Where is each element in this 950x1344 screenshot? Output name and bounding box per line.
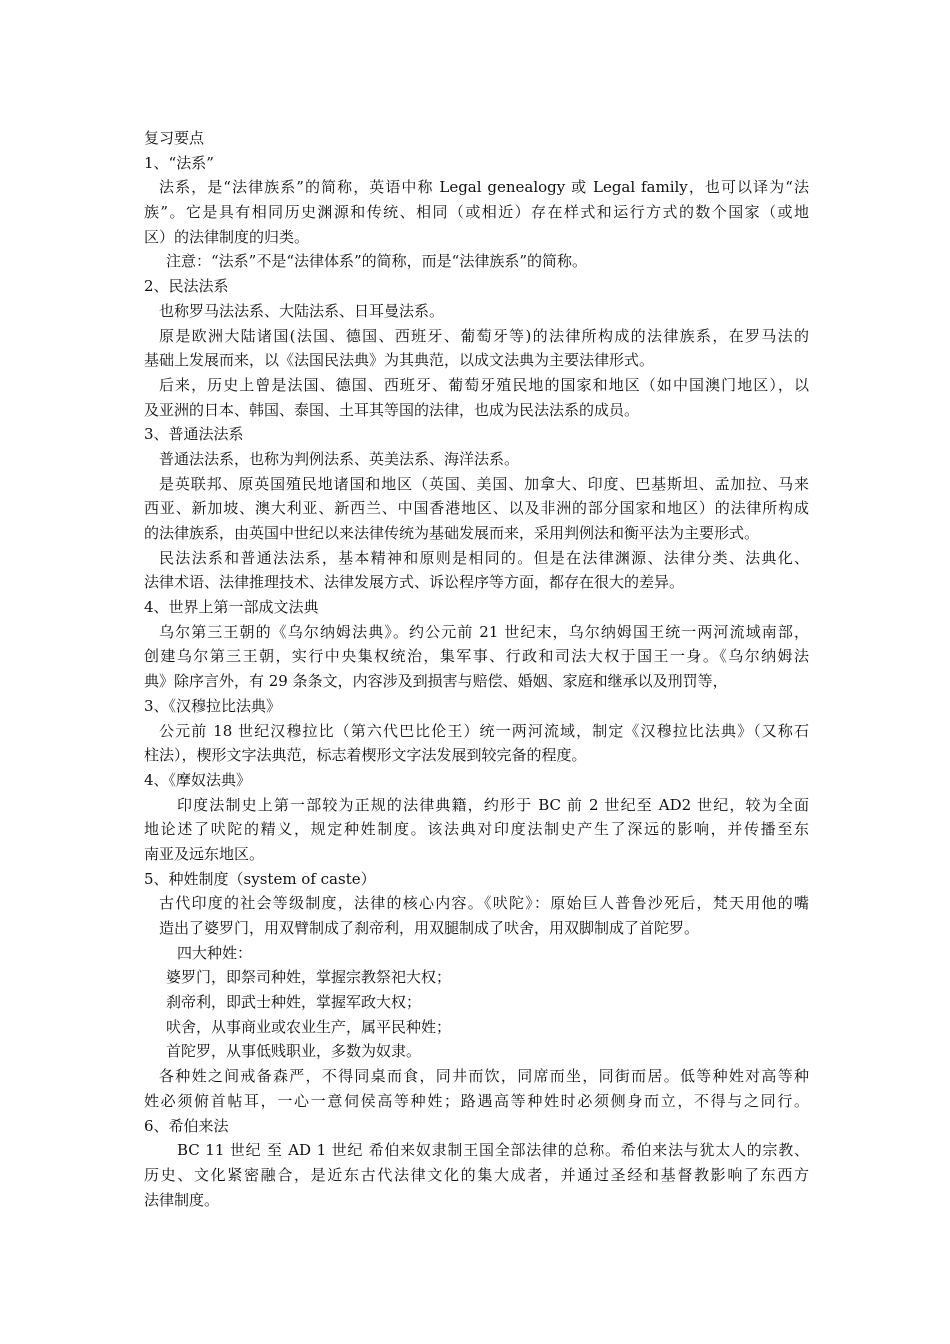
- paragraph-line: 历史、文化紧密融合，是近东古代法律文化的集大成者，并通过圣经和基督教影响了东西方: [144, 1165, 809, 1184]
- paragraph-line: 姓必须俯首帖耳，一心一意伺侯高等种姓；路遇高等种姓时必须侧身而立，不得与之同行。: [144, 1091, 809, 1110]
- caste-list-heading: 四大种姓：: [177, 943, 253, 962]
- caste-list-item: 吠舍，从事商业或农业生产，属平民种姓；: [166, 1017, 452, 1036]
- section-heading: 4、《摩奴法典》: [144, 770, 252, 789]
- paragraph-line: 后来，历史上曾是法国、德国、西班牙、葡萄牙殖民地的国家和地区（如中国澳门地区），以: [159, 375, 809, 394]
- paragraph-line: 乌尔第三王朝的《乌尔纳姆法典》。约公元前 21 世纪末，乌尔纳姆国王统一两河流域南部，: [159, 622, 809, 641]
- paragraph-line: 及亚洲的日本、韩国、泰国、土耳其等国的法律，也成为民法法系的成员。: [144, 400, 640, 419]
- paragraph-line: 各种姓之间戒备森严，不得同桌而食，同井而饮，同席而坐，同街而居。低等种姓对高等种: [159, 1067, 809, 1086]
- paragraph-line: 造出了婆罗门，用双臂制成了刹帝利，用双腿制成了吠舍，用双脚制成了首陀罗。: [159, 919, 700, 937]
- section-heading: 4、世界上第一部成文法典: [144, 598, 319, 617]
- paragraph-line: 公元前 18 世纪汉穆拉比（第六代巴比伦王）统一两河流域，制定《汉穆拉比法典》（又称石: [159, 721, 809, 740]
- paragraph-line: 南亚及远东地区。: [144, 844, 265, 863]
- caste-list-item: 首陀罗，从事低贱职业，多数为奴隶。: [166, 1042, 422, 1061]
- section-heading: 1、“法系”: [144, 153, 214, 172]
- paragraph-line: 区）的法律制度的归类。: [144, 227, 310, 246]
- paragraph-line: 民法法系和普通法法系，基本精神和原则是相同的。但是在法律渊源、法律分类、法典化、: [159, 548, 809, 567]
- paragraph-line: 典》除序言外，有 29 条条文，内容涉及到损害与赔偿、婚姻、家庭和继承以及刑罚等，: [144, 672, 728, 691]
- paragraph-line: 族”。它是具有相同历史渊源和传统、相同（或相近）存在样式和运行方式的数个国家（或地: [144, 203, 809, 222]
- paragraph-line: 注意：“法系”不是“法律体系”的简称，而是“法律族系”的简称。: [166, 252, 588, 271]
- paragraph-line: 西亚、新加坡、澳大利亚、新西兰、中国香港地区、以及非洲的部分国家和地区）的法律所构成: [144, 499, 809, 518]
- paragraph-line: 地论述了吠陀的精义，规定种姓制度。该法典对印度法制史产生了深远的影响，并传播至东: [144, 820, 809, 839]
- paragraph-line: 的法律族系，由英国中世纪以来法律传统为基础发展而来，采用判例法和衡平法为主要形式。: [144, 524, 760, 542]
- paragraph-line: 古代印度的社会等级制度，法律的核心内容。《吠陀》：原始巨人普鲁沙死后，梵天用他的嘴: [159, 894, 809, 913]
- paragraph-line: 柱法），楔形文字法典范，标志着楔形文字法发展到较完备的程度。: [144, 746, 587, 765]
- paragraph-line: 基础上发展而来，以《法国民法典》为其典范，以成文法典为主要法律形式。: [144, 351, 655, 370]
- section-heading: 5、种姓制度（system of caste）: [144, 869, 376, 888]
- paragraph-line: 印度法制史上第一部较为正规的法律典籍，约形于 BC 前 2 世纪至 AD2 世纪，较为全面: [177, 795, 809, 814]
- paragraph-line: 法系，是“法律族系”的简称，英语中称 Legal genealogy 或 Legal family，也可以译为“法: [159, 178, 809, 197]
- doc-title: 复习要点: [144, 129, 205, 147]
- section-heading: 3、《汉穆拉比法典》: [144, 696, 282, 715]
- paragraph-line: 法律制度。: [144, 1190, 220, 1209]
- paragraph-line: 是英联邦、原英国殖民地诸国和地区（英国、美国、加拿大、印度、巴基斯坦、孟加拉、马来: [159, 474, 809, 493]
- paragraph-line: 普通法法系，也称为判例法系、英美法系、海洋法系。: [159, 449, 520, 468]
- section-heading: 2、民法法系: [144, 277, 229, 296]
- paragraph-line: BC 11 世纪 至 AD 1 世纪 希伯来奴隶制王国全部法律的总称。希伯来法与犹太人的宗教、: [177, 1141, 809, 1160]
- document-body: [144, 126, 809, 1212]
- caste-list-item: 刹帝利，即武士种姓，掌握军政大权；: [166, 993, 422, 1012]
- paragraph-line: 创建乌尔第三王朝，实行中央集权统治，集军事、行政和司法大权于国王一身。《乌尔纳姆法: [144, 647, 809, 666]
- section-heading: 3、普通法法系: [144, 425, 244, 444]
- section-heading: 6、希伯来法: [144, 1116, 229, 1135]
- paragraph-line: 法律术语、法律推理技术、法律发展方式、诉讼程序等方面，都存在很大的差异。: [144, 573, 685, 592]
- caste-list-item: 婆罗门，即祭司种姓，掌握宗教祭祀大权；: [166, 968, 452, 987]
- paragraph-line: 也称罗马法法系、大陆法系、日耳曼法系。: [159, 301, 445, 320]
- paragraph-line: 原是欧洲大陆诸国(法国、德国、西班牙、葡萄牙等)的法律所构成的法律族系，在罗马法的: [159, 326, 809, 345]
